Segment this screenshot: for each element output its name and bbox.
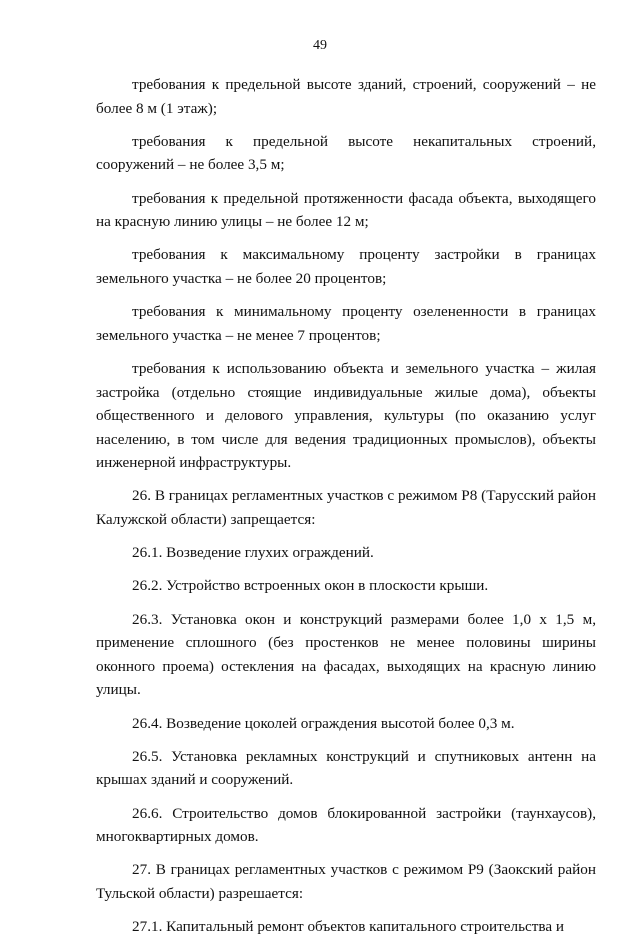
document-body — [96, 73, 596, 948]
item-26-2: 26.2. Устройство встроенных окон в плоскости крыши. — [132, 577, 489, 595]
paragraph-land-use: требования к использованию объекта и земельного участка – жилая застройка (отдельно стоящие индивидуальные жилые дома), объекты общественного и делового управления, культуры (по оказанию услуг населению, в том числе для ведения традиционных промыслов), объекты инженерной инфраструктуры. — [96, 359, 596, 472]
paragraph-facade-length: требования к предельной протяженности фасада объекта, выходящего на красную линию улицы – не более 12 м; — [96, 189, 596, 231]
item-26-1: 26.1. Возведение глухих ограждений. — [132, 544, 374, 562]
paragraph-min-greenery: требования к минимальному проценту озелененности в границах земельного участка – не менее 7 процентов; — [96, 303, 596, 344]
item-26-5: 26.5. Установка рекламных конструкций и спутниковых антенн на крышах зданий и сооружений. — [96, 747, 596, 789]
paragraph-height-noncapital: требования к предельной высоте некапитальных строений, сооружений – не более 3,5 м; — [96, 132, 596, 174]
item-27-1: 27.1. Капитальный ремонт объектов капитального строительства и — [132, 918, 565, 936]
page-number: 49 — [313, 38, 327, 53]
item-26-4: 26.4. Возведение цоколей ограждения высотой более 0,3 м. — [132, 714, 515, 732]
section-27-heading: 27. В границах регламентных участков с режимом Р9 (Заокский район Тульской области) разрешается: — [96, 861, 596, 902]
item-26-3: 26.3. Установка окон и конструкций размерами более 1,0 х 1,5 м, применение сплошного (без простенков не менее половины ширины оконного проема) остекления на фасадах, выходящих на красную линию улицы. — [96, 610, 596, 699]
section-26-heading: 26. В границах регламентных участков с режимом Р8 (Тарусский район Калужской области) запрещается: — [96, 487, 596, 529]
paragraph-max-built-area: требования к максимальному проценту застройки в границах земельного участка – не более 20 процентов; — [96, 246, 596, 287]
paragraph-height-buildings: требования к предельной высоте зданий, строений, сооружений – не более 8 м (1 этаж); — [96, 76, 596, 117]
item-26-6: 26.6. Строительство домов блокированной застройки (таунхаусов), многоквартирных домов. — [96, 804, 596, 846]
